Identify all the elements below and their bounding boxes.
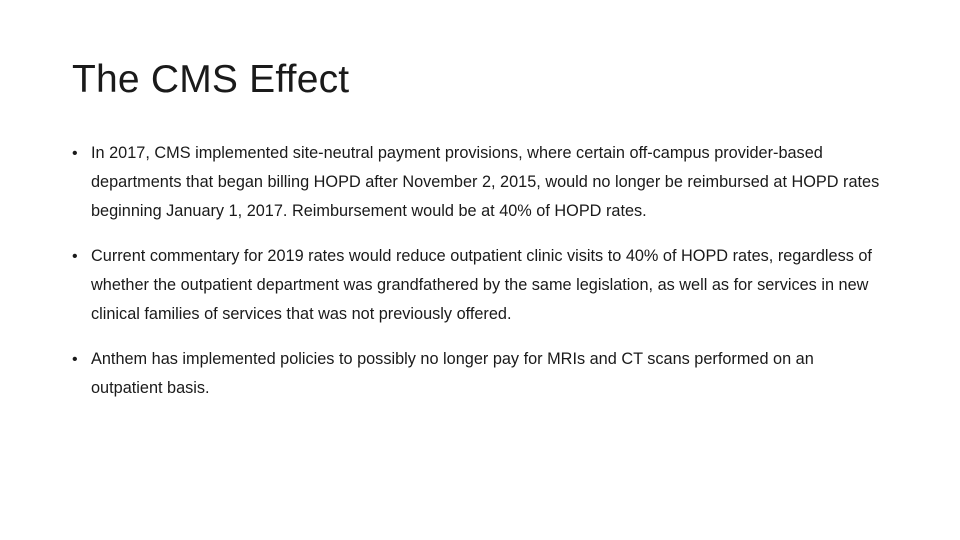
bullet-text: Current commentary for 2019 rates would reduce outpatient clinic visits to 40% of HOPD rates, regardless of whether the outpatient department was grandfathered by the same legislation, as well as for services in new clinical families of services that was not previously offered.	[91, 247, 872, 323]
bullet-text: Anthem has implemented policies to possibly no longer pay for MRIs and CT scans performed on an outpatient basis.	[91, 350, 814, 397]
bullet-dot-icon: •	[72, 351, 78, 368]
bullet-item	[72, 139, 884, 226]
bullet-text: In 2017, CMS implemented site-neutral payment provisions, where certain off-campus provider-based departments that began billing HOPD after November 2, 2015, would no longer be reimbursed at HOPD rates beginning January 1, 2017. Reimbursement would be at 40% of HOPD rates.	[91, 144, 880, 220]
slide-title: The CMS Effect	[72, 58, 350, 101]
bullet-list	[72, 139, 884, 419]
bullet-dot-icon: •	[72, 145, 78, 162]
bullet-item	[72, 345, 884, 403]
bullet-dot-icon: •	[72, 248, 78, 265]
bullet-item	[72, 242, 884, 329]
